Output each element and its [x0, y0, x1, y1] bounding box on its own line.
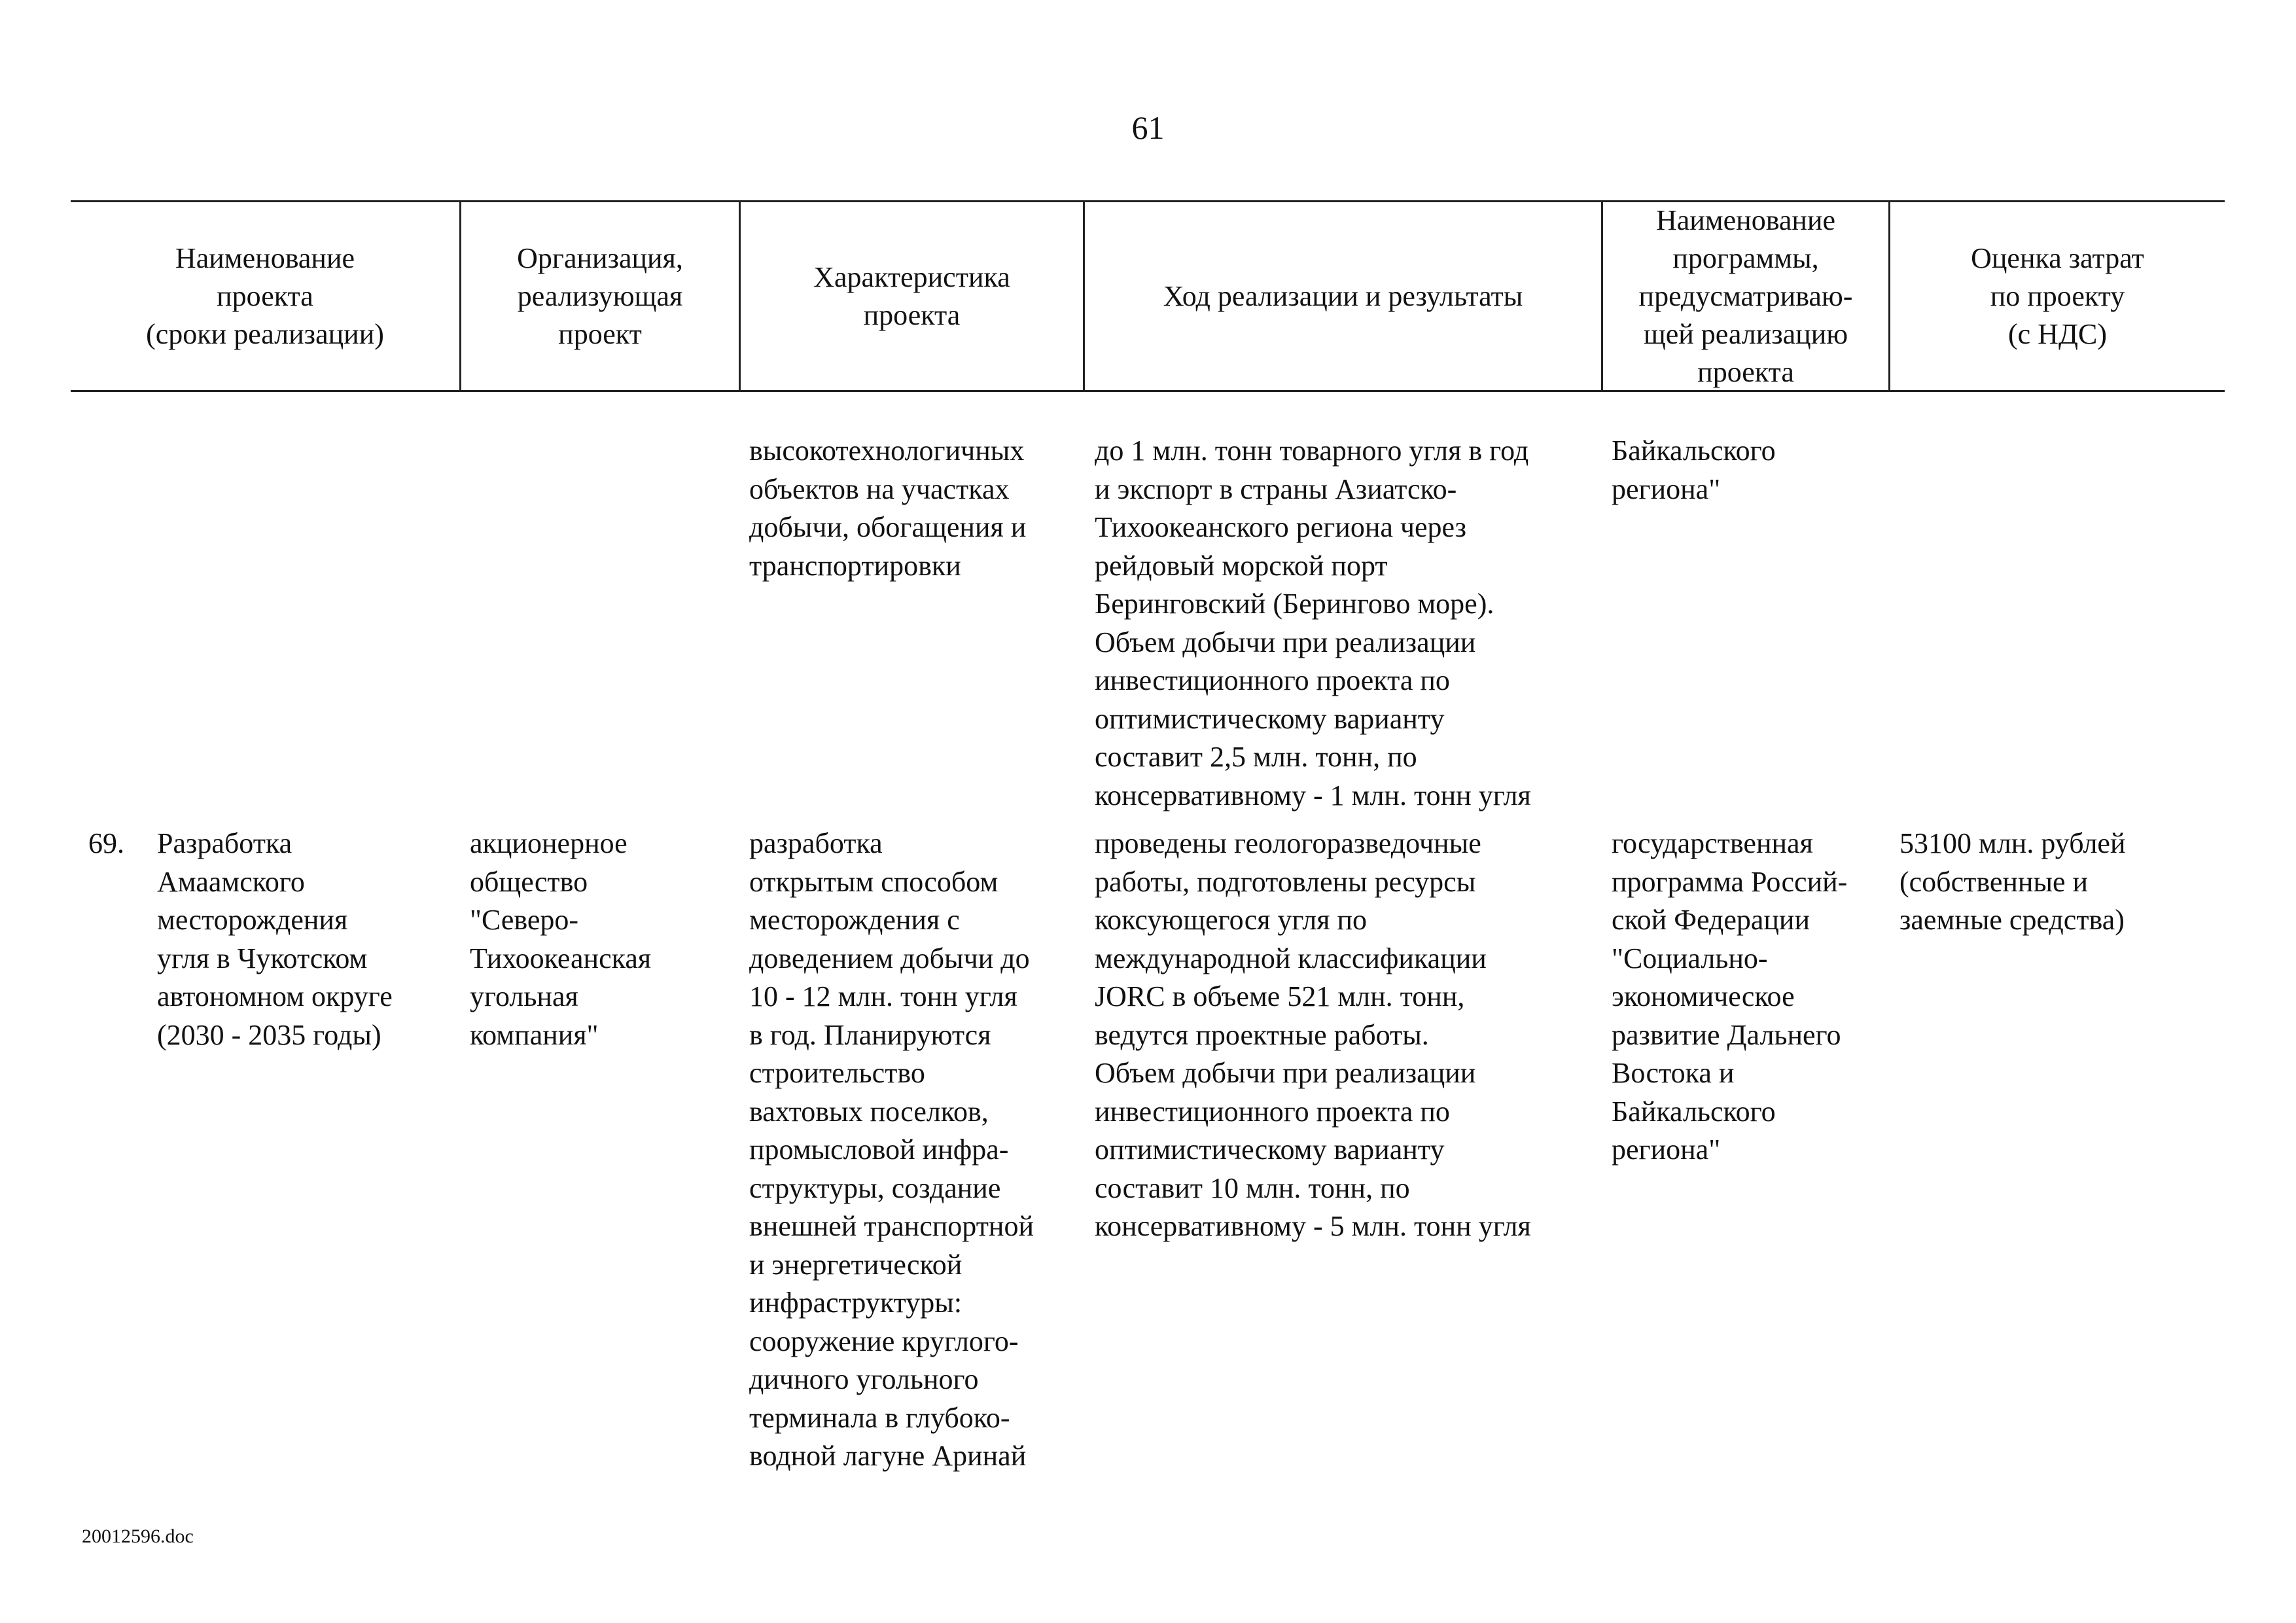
header-cost-text: Оценка затрат по проекту (с НДС) — [1971, 241, 2144, 350]
row-cost: 53100 млн. рублей (собственные и заемные средства) — [1899, 827, 2126, 936]
document-code: 20012596.doc — [82, 1525, 194, 1547]
row-organization: акционерное общество "Северо- Тихоокеанская угольная компания" — [470, 827, 652, 1051]
continuation-characteristic: высокотехнологичных объектов на участках добычи, обогащения и транспортировки — [749, 435, 1027, 582]
header-organization — [461, 202, 739, 390]
header-characteristic-text: Характеристика проекта — [813, 260, 1010, 331]
header-progress-text: Ход реализации и результаты — [1163, 279, 1523, 312]
header-project-name — [71, 202, 459, 390]
row-number: 69. — [88, 827, 124, 859]
row-project-name: Разработка Амаамского месторождения угля в Чукотском автономном округе (2030 - 2035 годы) — [157, 827, 393, 1051]
page-number: 61 — [1131, 109, 1165, 146]
continuation-program: Байкальского региона" — [1612, 435, 1776, 505]
row-characteristic: разработка открытым способом месторождения с доведением добычи до 10 - 12 млн. тонн угля в год. Планируются строительство вахтовых поселков, промысловой инфра- структуры, создание внешней транспортной и энергетической инфраструктуры: сооружение круглого- дичного угольного терминала в глубоко- водной лагуне Аринай — [749, 827, 1034, 1472]
header-organization-text: Организация, реализующая проект — [517, 241, 683, 350]
header-cost — [1890, 202, 2225, 390]
header-project-name-text: Наименование проекта (сроки реализации) — [146, 241, 384, 350]
row-progress: проведены геологоразведочные работы, подготовлены ресурсы коксующегося угля по международной классификации JORC в объеме 521 млн. тонн, ведутся проектные работы. Объем добычи при реализации инвестиционного проекта по оптимистическому варианту составит 10 млн. тонн, по консервативному - 5 млн. тонн угля — [1095, 827, 1531, 1242]
header-program-text: Наименование программы, предусматриваю- щей реализацию проекта — [1638, 204, 1853, 388]
header-characteristic — [741, 202, 1083, 390]
continuation-progress: до 1 млн. тонн товарного угля в год и экспорт в страны Азиатско- Тихоокеанского региона через рейдовый морской порт Беринговский (Берингово море). Объем добычи при реализации инвестиционного проекта по оптимистическому варианту составит 2,5 млн. тонн, по консервативному - 1 млн. тонн угля — [1095, 435, 1531, 812]
header-progress — [1085, 202, 1601, 390]
header-program — [1603, 202, 1888, 390]
row-program: государственная программа Россий- ской Федерации "Социально- экономическое развитие Дальнего Востока и Байкальского региона" — [1612, 827, 1848, 1166]
table-header-bottom-rule — [71, 390, 2225, 392]
